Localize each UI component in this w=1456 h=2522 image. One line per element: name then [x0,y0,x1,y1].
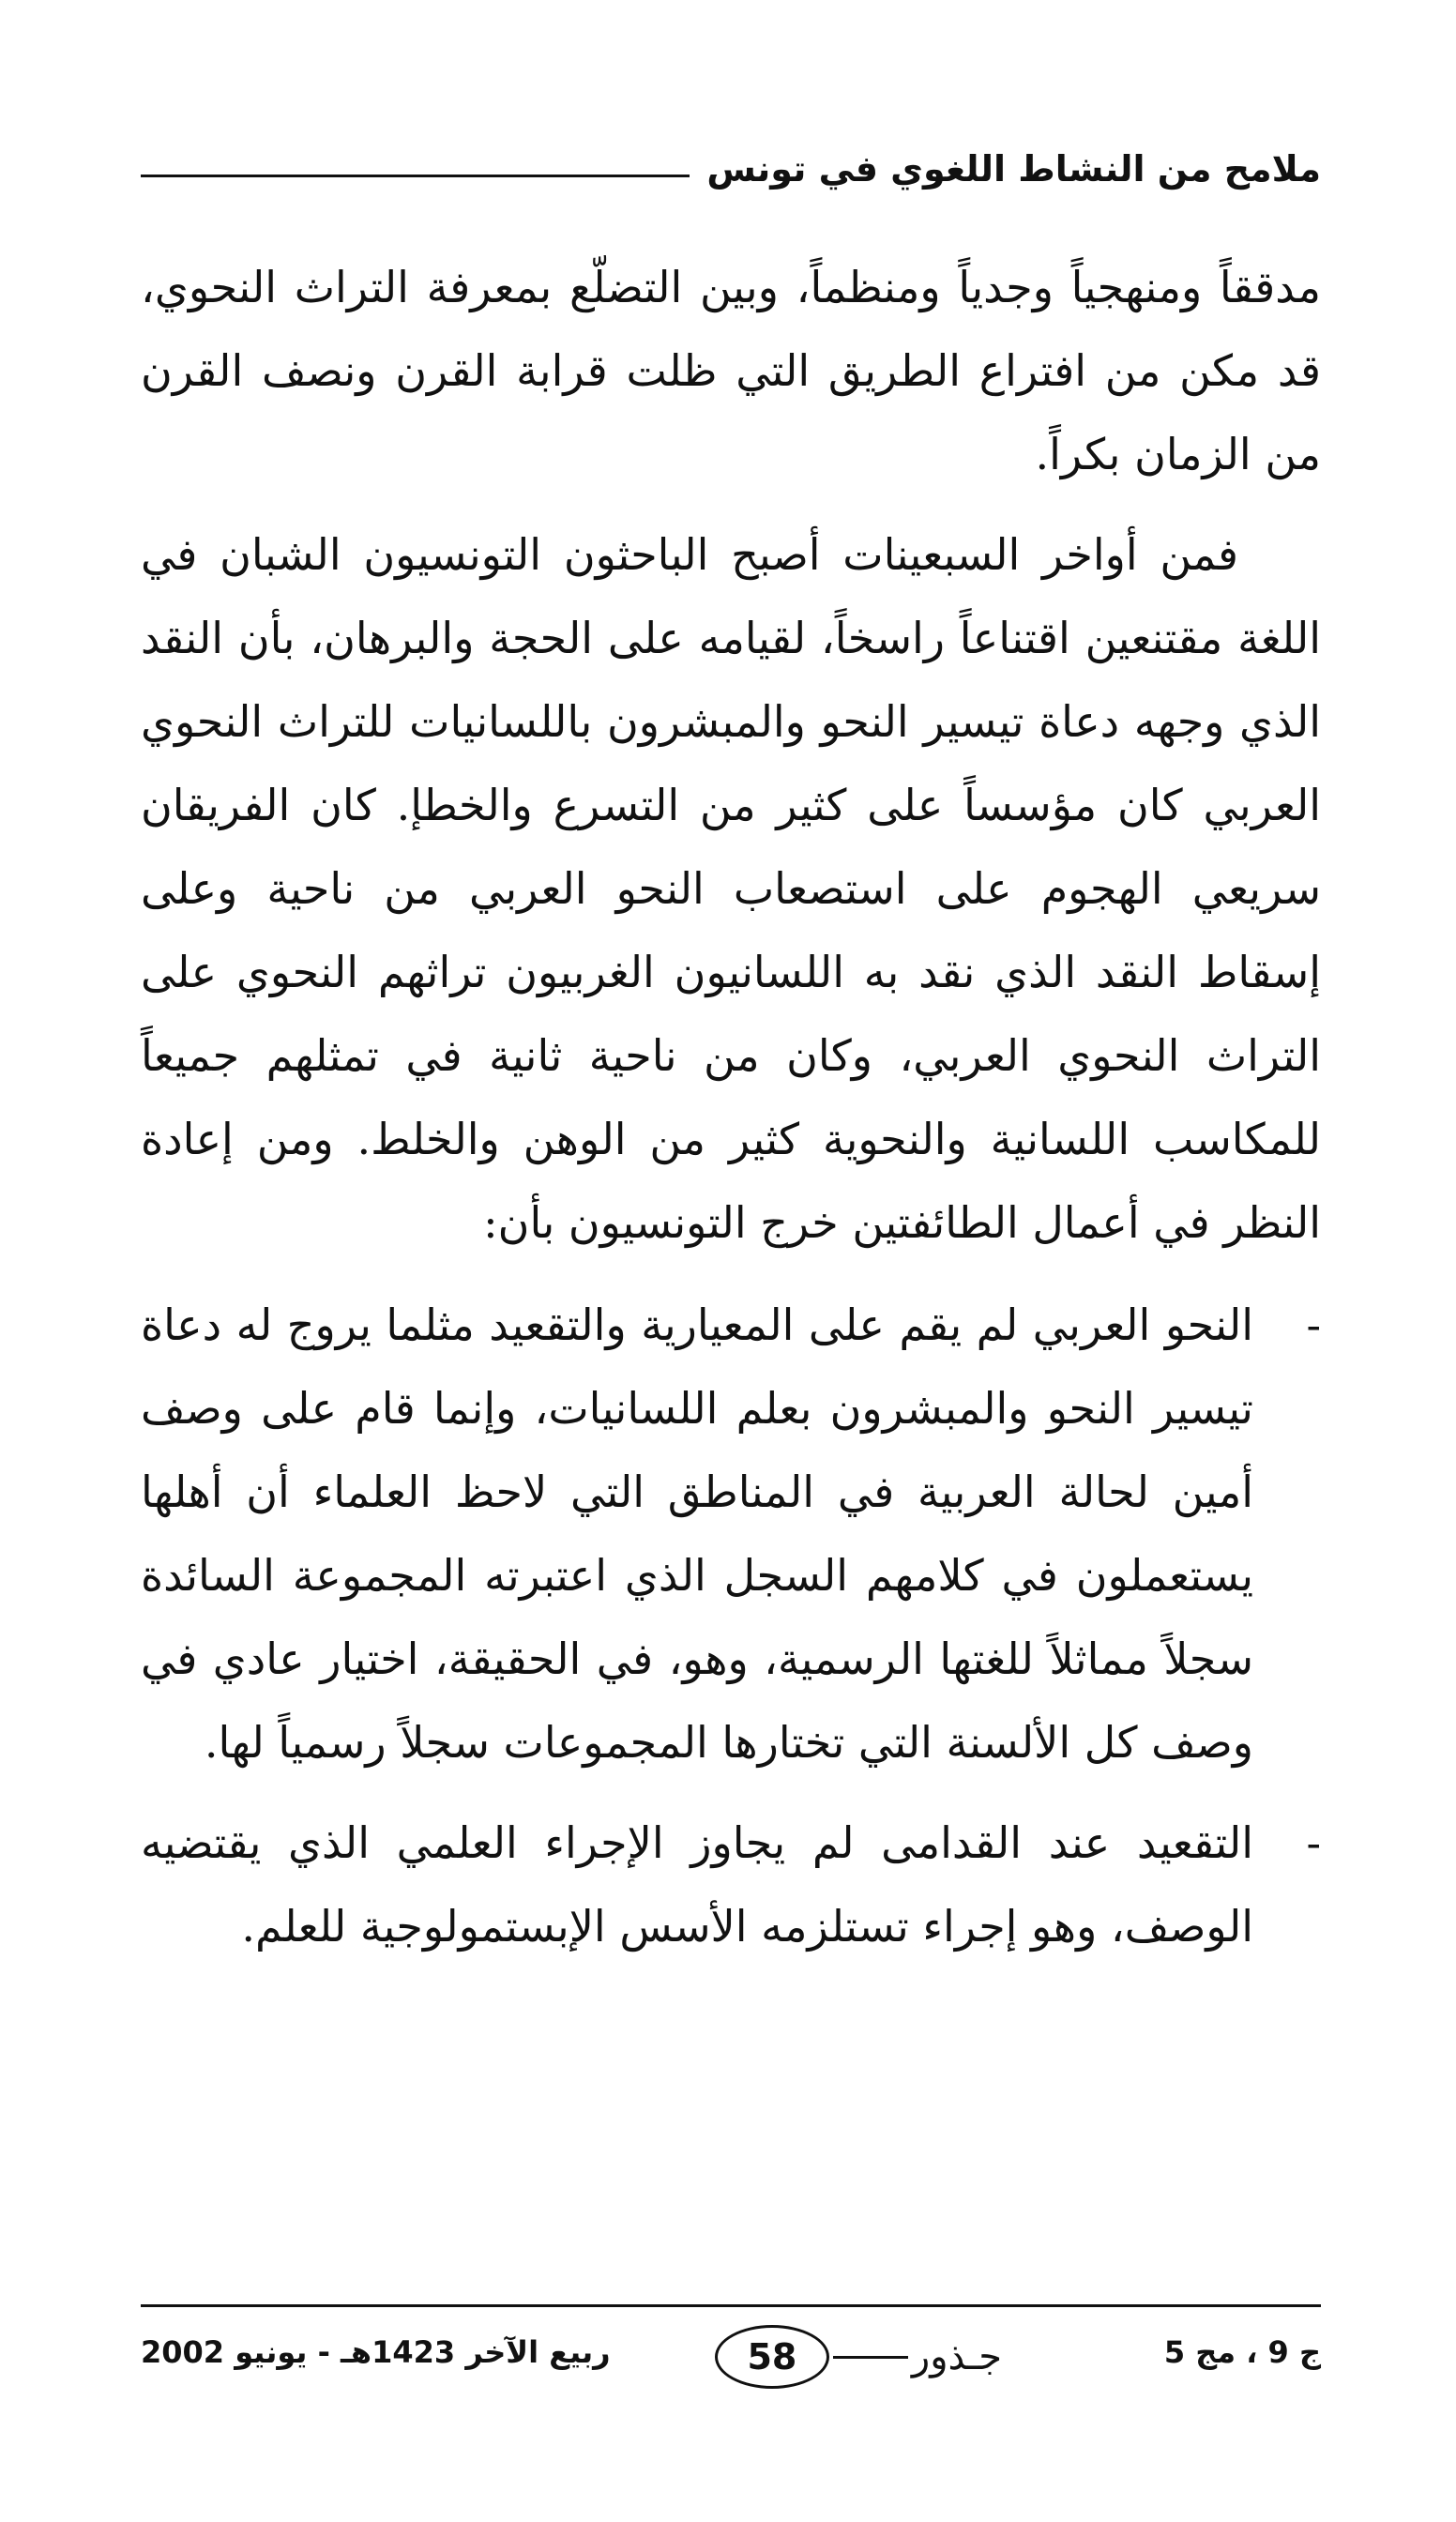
volume-issue: ج 9 ، مج 5 [1163,2334,1321,2370]
bullet-item [141,1284,1321,1785]
running-title: ملامح من النشاط اللغوي في تونس [706,148,1321,190]
journal-line [833,2356,908,2359]
running-header [141,141,1321,197]
header-rule [141,175,690,177]
bullet-text: التقعيد عند القدامى لم يجاوز الإجراء العلمي الذي يقتضيه الوصف، وهو إجراء تستلزمه الأسس الإبستمولوجية للعلم. [141,1817,1253,1952]
bullet-item [141,1801,1321,1968]
footer-rule [141,2304,1321,2307]
paragraph: مدققاً ومنهجياً وجدياً ومنظماً، وبين التضلّع بمعرفة التراث النحوي، قد مكن من افتراع الطريق التي ظلت قرابة القرن ونصف القرن من الزمان بكراً. [141,262,1321,479]
bullet-dash: - [1306,1817,1321,1868]
bullet-text: النحو العربي لم يقم على المعيارية والتقعيد مثلما يروج له دعاة تيسير النحو والمبشرون بعلم اللسانيات، وإنما قام على وصف أمين لحالة العربية في المناطق التي لاحظ العلماء أن أهلها يستعملون في كلامهم السجل الذي اعتبرته المجموعة السائدة سجلاً مماثلاً للغتها الرسمية، وهو، في الحقيقة، اختيار عادي في وصف كل الألسنة التي تختارها المجموعات سجلاً رسمياً لها. [141,1299,1253,1768]
journal-name: جـذور [911,2335,1002,2378]
bullet-dash: - [1306,1299,1321,1350]
bullet-list [141,1284,1321,1968]
body-text [141,246,1321,1968]
journal-mark [715,2325,1002,2389]
paragraph: فمن أواخر السبعينات أصبح الباحثون التونسيون الشبان في اللغة مقتنعين اقتناعاً راسخاً، لقيامه على الحجة والبرهان، بأن النقد الذي وجهه دعاة تيسير النحو والمبشرون باللسانيات للتراث النحوي العربي كان مؤسساً على كثير من التسرع والخطإ. كان الفريقان سريعي الهجوم على استصعاب النحو العربي من ناحية وعلى إسقاط النقد الذي نقد به اللسانيون الغربيون تراثهم النحوي على التراث النحوي العربي، وكان من ناحية ثانية في تمثلهم جميعاً للمكاسب اللسانية والنحوية كثير من الوهن والخلط. ومن إعادة النظر في أعمال الطائفتين خرج التونسيون بأن: [141,529,1322,1248]
page-footer [141,2317,1321,2393]
issue-date: ربيع الآخر 1423هـ - يونيو 2002 [141,2334,611,2370]
page-number: 58 [715,2325,829,2389]
